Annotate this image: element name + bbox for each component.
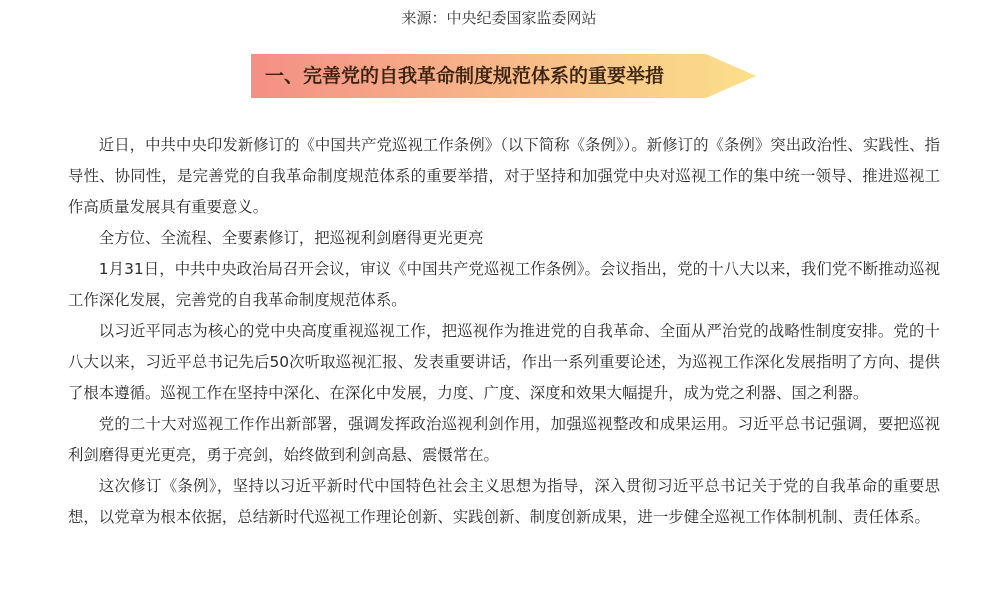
- paragraph-subheading: 全方位、全流程、全要素修订，把巡视利剑磨得更光更亮: [98, 229, 484, 247]
- paragraph-central-committee: 以习近平同志为核心的党中央高度重视巡视工作，把巡视作为推进党的自我革命、全面从严治党的战略性制度安排。党的十八大以来，习近平总书记先后50次听取巡视汇报、发表重要讲话，作出一系列重要论述，为巡视工作深化发展指明了方向、提供了根本遵循。巡视工作在坚持中深化、在深化中发展，力度、广度、深度和效果大幅提升，成为党之利器、国之利器。: [68, 322, 940, 402]
- paragraph-meeting: 1月31日，中共中央政治局召开会议，审议《中国共产党巡视工作条例》。会议指出，党的十八大以来，我们党不断推动巡视工作深化发展，完善党的自我革命制度规范体系。: [68, 260, 940, 309]
- section-heading-banner: [251, 54, 756, 98]
- paragraph-twentieth-congress: 党的二十大对巡视工作作出新部署，强调发挥政治巡视利剑作用，加强巡视整改和成果运用。习近平总书记强调，要把巡视利剑磨得更光更亮，勇于亮剑，始终做到利剑高悬、震慑常在。: [68, 415, 940, 464]
- section-title: 一、完善党的自我革命制度规范体系的重要举措: [265, 65, 665, 87]
- paragraph-intro: 近日，中共中央印发新修订的《中国共产党巡视工作条例》（以下简称《条例》）。新修订的《条例》突出政治性、实践性、指导性、协同性，是完善党的自我革命制度规范体系的重要举措，对于坚持和加强党中央对巡视工作的集中统一领导、推进巡视工作高质量发展具有重要意义。: [68, 136, 940, 216]
- article-body: [68, 130, 940, 533]
- source-line: 来源：中央纪委国家监委网站: [401, 9, 597, 27]
- paragraph-revision: 这次修订《条例》，坚持以习近平新时代中国特色社会主义思想为指导，深入贯彻习近平总书记关于党的自我革命的重要思想，以党章为根本依据，总结新时代巡视工作理论创新、实践创新、制度创新成果，进一步健全巡视工作体制机制、责任体系。: [68, 477, 940, 526]
